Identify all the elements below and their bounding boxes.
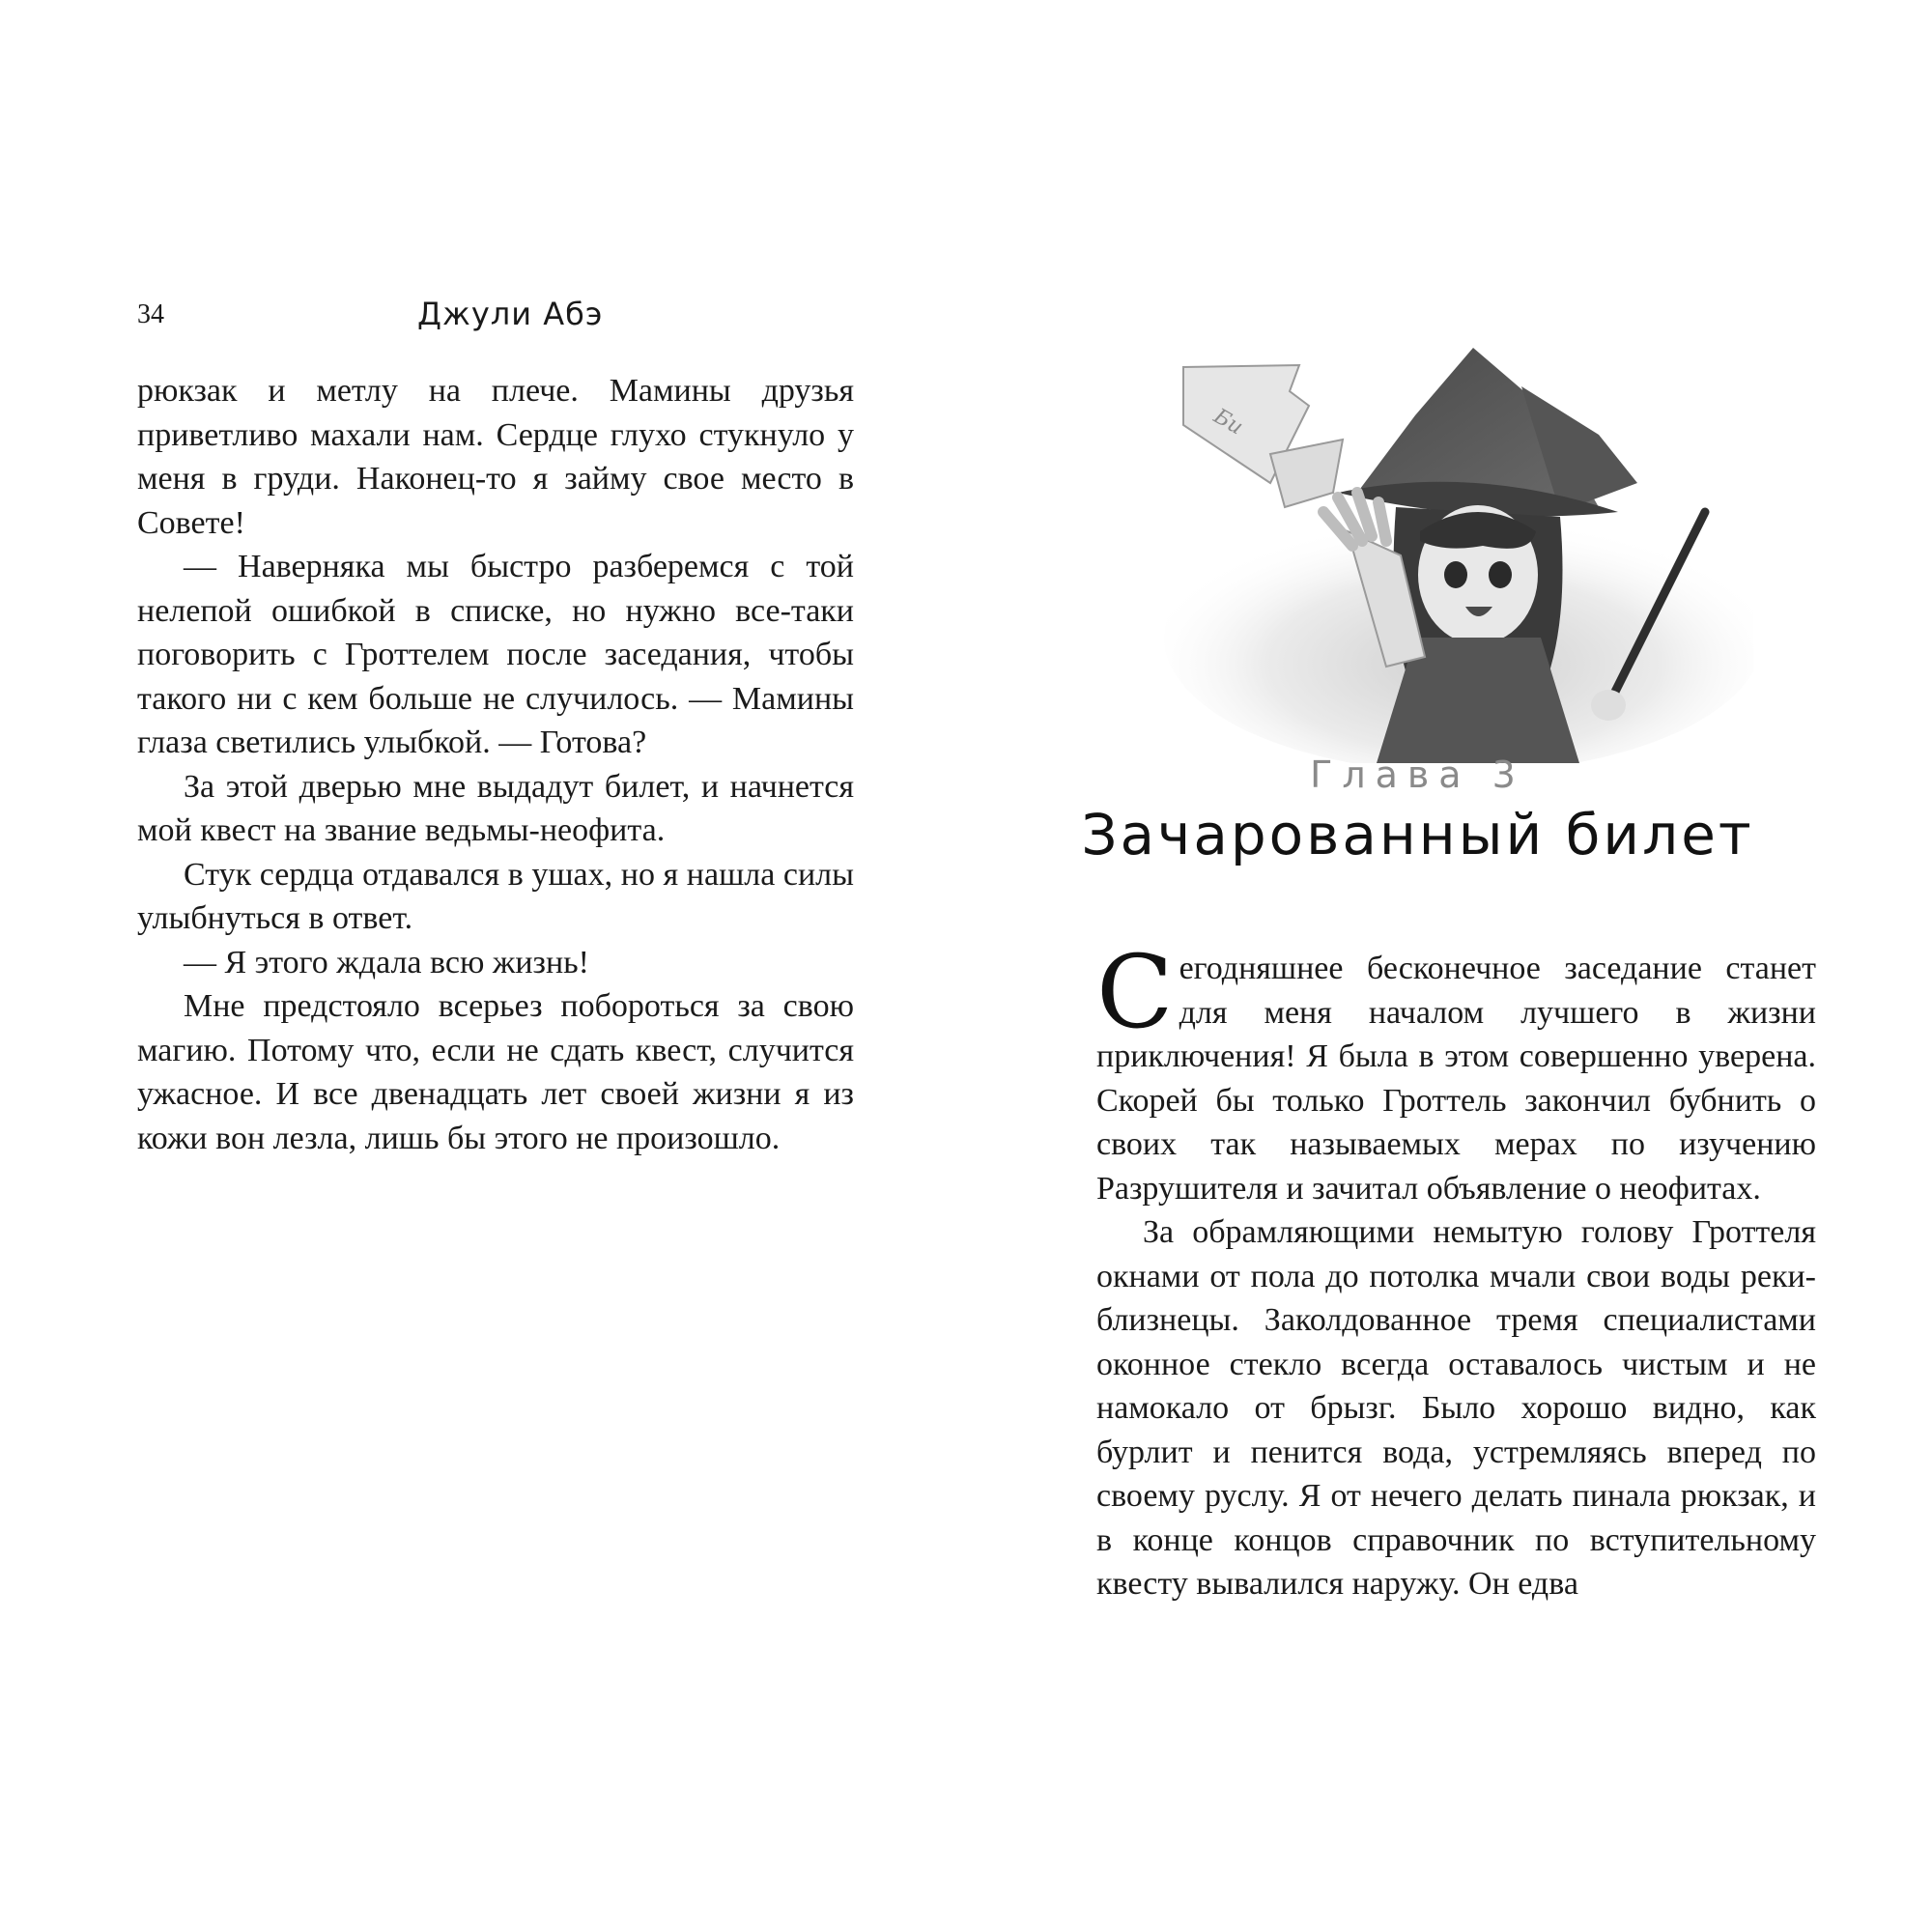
paragraph: За обрамляющими немытую голову Гроттеля окнами от пола до потолка мчали свои воды реки-близнецы. Заколдованное тремя специалистами оконное стекло всегда оставалось чистым и не намокало от брызг. Было хорошо видно, как бурлит и пенится вода, устремляясь вперед по своему руслу. Я от нечего делать пинала рюкзак, и в конце концов справочник по вступительному квесту вывалился наружу. Он едва	[1096, 1214, 1816, 1602]
witch-illustration	[1154, 348, 1753, 763]
chapter-title: Зачарованный билет	[1081, 802, 1754, 867]
witch-hat	[1338, 348, 1637, 517]
paragraph: За этой дверью мне выдадут билет, и начнется мой квест на звание ведьмы-неофита.	[137, 768, 854, 848]
svg-text:Би: Би	[1209, 404, 1247, 440]
paragraph: — Я этого ждала всю жизнь!	[184, 944, 590, 980]
paragraph: — Наверняка мы быстро разберемся с той нелепой ошибкой в списке, но нужно все-таки поговорить с Гроттелем после заседания, чтобы такого ни с кем больше не случилось. — Мамины глаза светились улыбкой. — Готова?	[137, 549, 854, 760]
first-paragraph-text: егодняшнее бесконечное заседание станет для меня началом лучшего в жизни приключения! Я была в этом совершенно уверена. Скорей бы только Гроттель закончил бубнить о своих так называемых мерах по изучению Разрушителя и зачитал объявление о неофитах.	[1096, 951, 1816, 1207]
right-body-text	[1096, 933, 1816, 1606]
paragraph: Мне предстояло всерьез побороться за свою магию. Потому что, если не сдать квест, случится ужасное. И все двенадцать лет своей жизни я из кожи вон лезла, лишь бы этого не произошло.	[137, 988, 854, 1156]
paragraph: рюкзак и метлу на плече. Мамины друзья приветливо махали нам. Сердце глухо стукнуло у меня в груди. Наконец-то я займу свое место в Совете!	[137, 373, 854, 541]
dropcap: С	[1096, 933, 1174, 1051]
left-page	[137, 296, 854, 1160]
running-head	[137, 296, 854, 357]
page-number: 34	[137, 299, 164, 329]
chapter-label: Глава 3	[1310, 753, 1525, 796]
first-paragraph	[1096, 933, 1816, 1210]
running-author: Джули Абэ	[417, 296, 604, 332]
ticket	[1183, 365, 1343, 507]
paragraph: Стук сердца отдавался в ушах, но я нашла силы улыбнуться в ответ.	[137, 856, 854, 936]
left-body-text	[137, 369, 854, 1160]
